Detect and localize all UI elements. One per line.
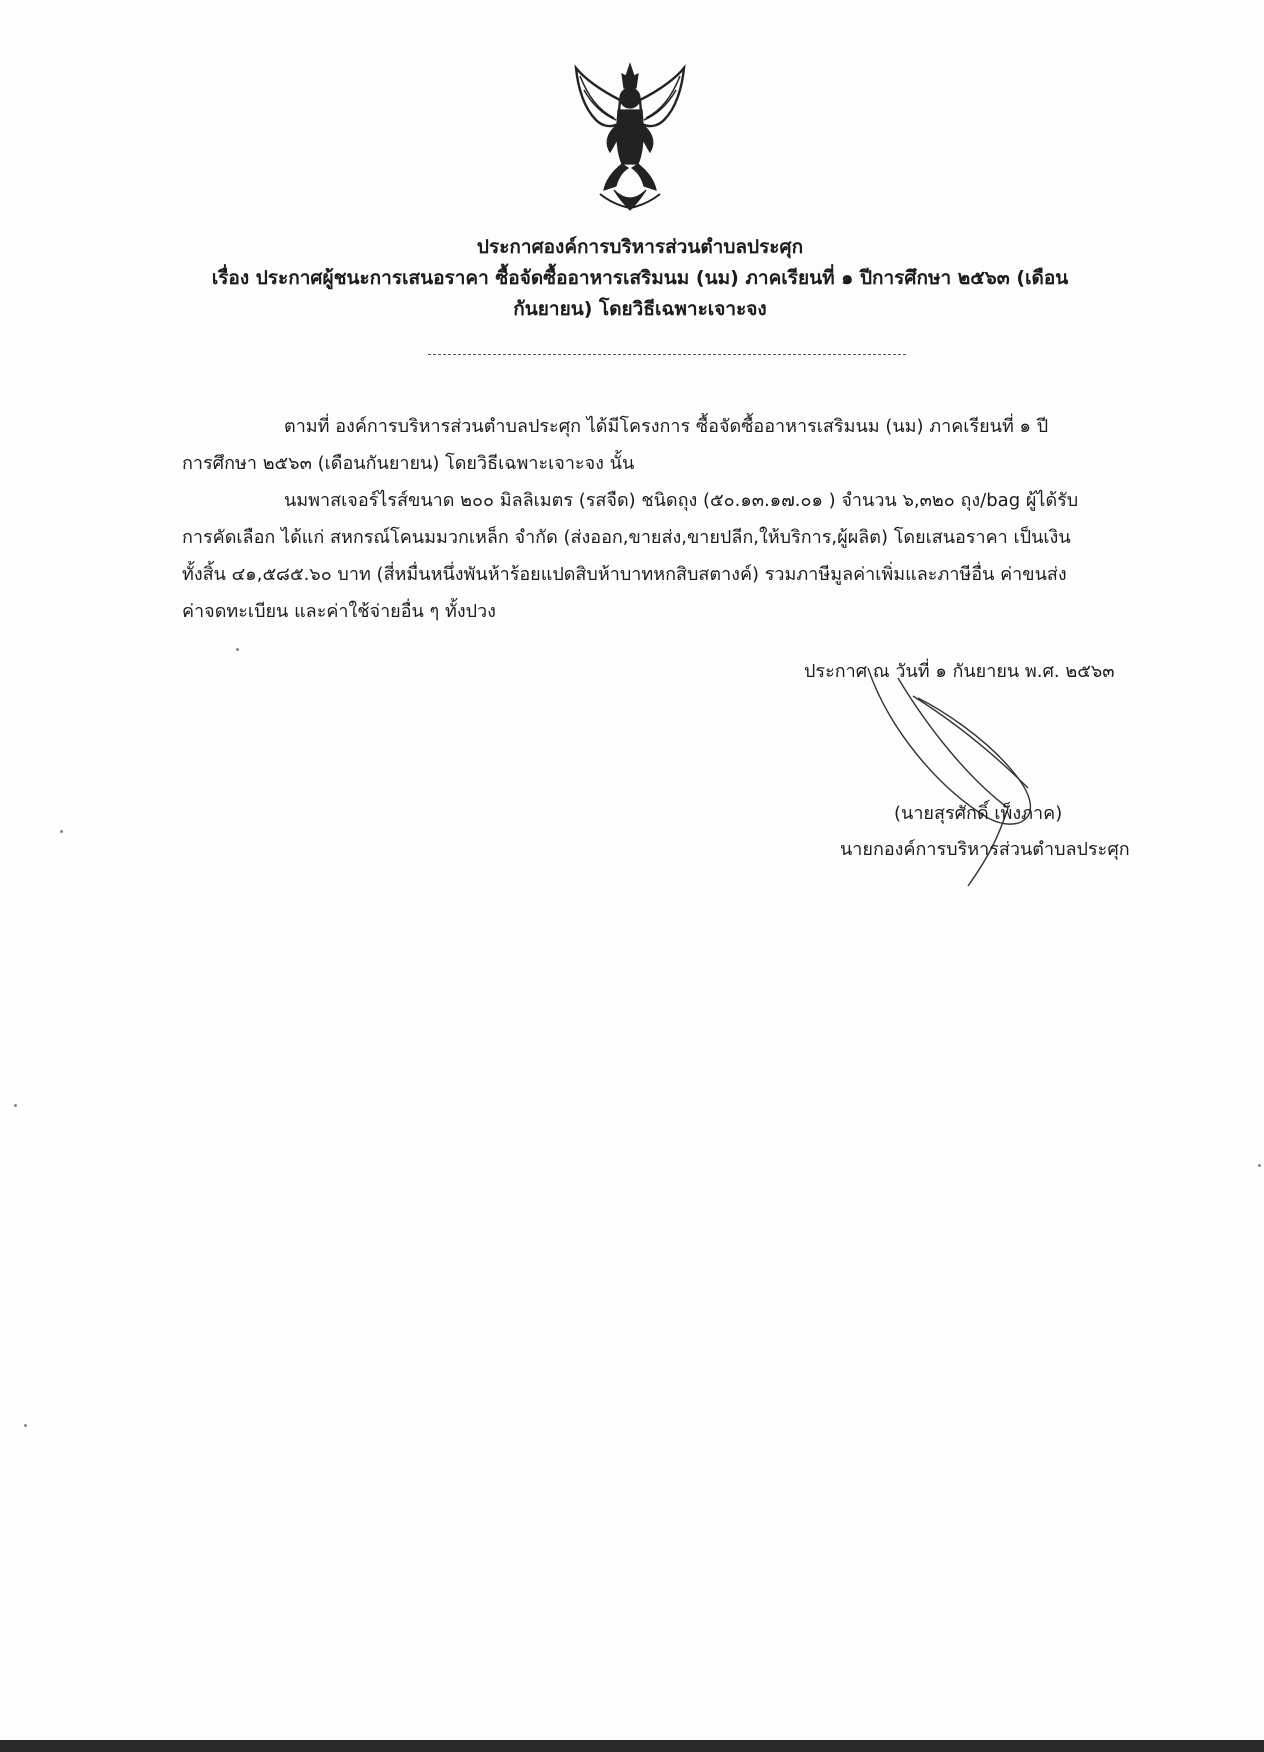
- paragraph-1: [182, 408, 1128, 482]
- scan-speck: [60, 830, 63, 833]
- announcement-header: [160, 232, 1120, 325]
- paragraph-1-line-2: การศึกษา ๒๕๖๓ (เดือนกันยายน) โดยวิธีเฉพาะเจาะจง นั้น: [182, 453, 635, 474]
- paragraph-2-line-1: นมพาสเจอร์ไรส์ขนาด ๒๐๐ มิลลิเมตร (รสจืด) ชนิดถุง (๕๐.๑๓.๑๗.๐๑ ) จำนวน ๖,๓๒๐ ถุง/bag ผู้ได้รับ: [284, 490, 1079, 511]
- signer-name: (นายสุรศักดิ์ เพ็งภาค): [894, 803, 1063, 824]
- scan-speck: [1258, 1164, 1261, 1167]
- scan-speck: [24, 1424, 27, 1427]
- paragraph-2-line-4: ค่าจดทะเบียน และค่าใช้จ่ายอื่น ๆ ทั้งปวง: [182, 601, 496, 622]
- header-divider: [428, 354, 906, 355]
- garuda-emblem-icon: [570, 60, 690, 212]
- signer-title: นายกองค์การบริหารส่วนตำบลประศุก: [840, 839, 1130, 860]
- announcement-title: ประกาศองค์การบริหารส่วนตำบลประศุก: [476, 236, 804, 258]
- paragraph-2-line-2: การคัดเลือก ได้แก่ สหกรณ์โคนมมวกเหล็ก จำกัด (ส่งออก,ขายส่ง,ขายปลีก,ให้บริการ,ผู้ผลิต) โดยเสนอราคา เป็นเงิน: [182, 527, 1071, 548]
- paragraph-2: [182, 482, 1128, 630]
- announcement-subject-line-1: เรื่อง ประกาศผู้ชนะการเสนอราคา ซื้อจัดซื้ออาหารเสริมนม (นม) ภาคเรียนที่ ๑ ปีการศึกษา ๒๕๖๓ (เดือน: [211, 267, 1069, 289]
- paragraph-2-line-3: ทั้งสิ้น ๔๑,๕๘๕.๖๐ บาท (สี่หมื่นหนึ่งพันห้าร้อยแปดสิบห้าบาทหกสิบสตางค์) รวมภาษีมูลค่าเพิ่มและภาษีอื่น ค่าขนส่ง: [182, 564, 1067, 585]
- paragraph-1-line-1: ตามที่ องค์การบริหารส่วนตำบลประศุก ได้มีโครงการ ซื้อจัดซื้ออาหารเสริมนม (นม) ภาคเรียนที่ ๑ ปี: [284, 416, 1049, 437]
- scan-speck: [236, 648, 239, 651]
- scan-speck: [14, 1104, 17, 1107]
- announcement-date: ประกาศ ณ วันที่ ๑ กันยายน พ.ศ. ๒๕๖๓: [804, 661, 1115, 682]
- scan-bottom-edge: [0, 1740, 1264, 1752]
- announcement-body: [182, 408, 1128, 630]
- announcement-subject-line-2: กันยายน) โดยวิธีเฉพาะเจาะจง: [513, 298, 767, 320]
